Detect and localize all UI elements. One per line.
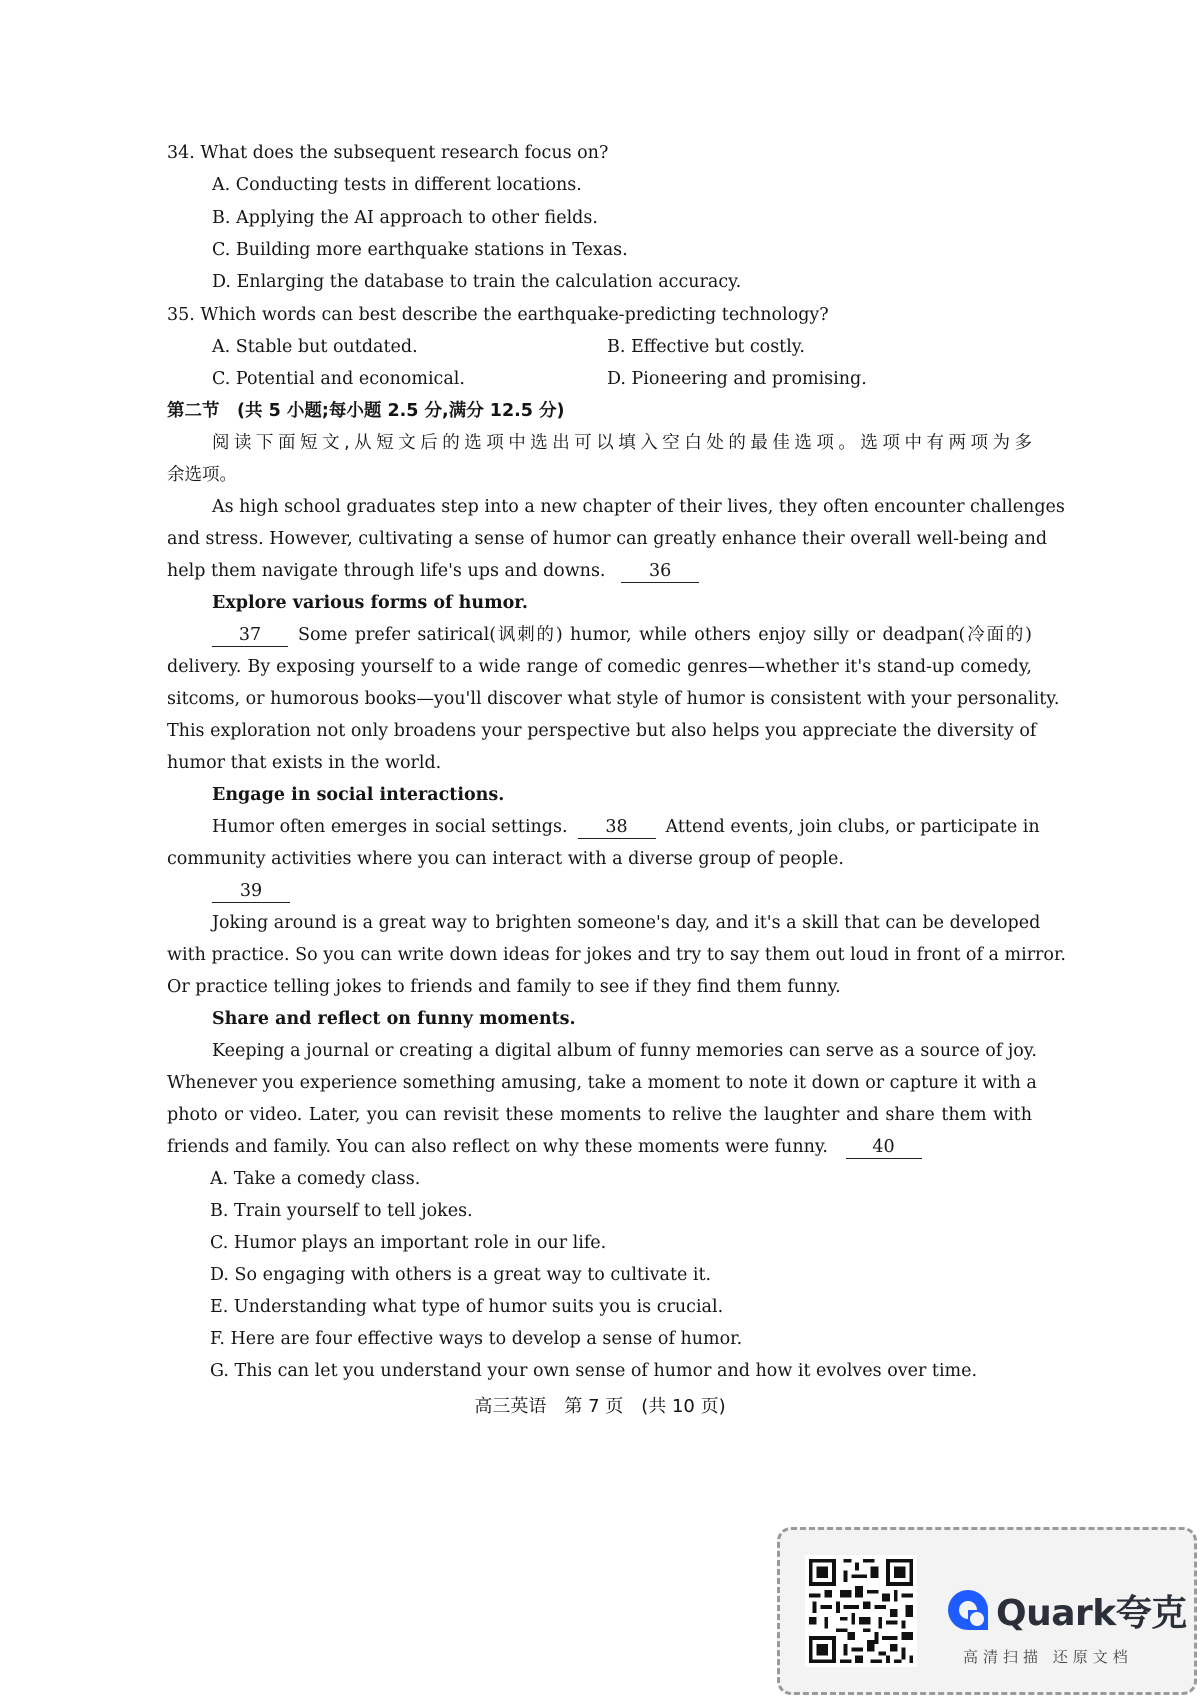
page-footer: 高三英语 第 7 页 (共 10 页) bbox=[474, 1396, 726, 1417]
choice-e: E. Understanding what type of humor suits you is crucial. bbox=[210, 1297, 724, 1317]
passage-p2-line5: humor that exists in the world. bbox=[167, 753, 442, 773]
passage-p5-line2: Whenever you experience something amusing, take a moment to note it down or capture it with a bbox=[167, 1073, 1037, 1093]
quark-brand-name: Quark夸克 bbox=[996, 1592, 1187, 1634]
blank-37: 37 bbox=[212, 624, 288, 647]
passage-p2-line1: 37 Some prefer satirical(讽刺的) humor, while others enjoy silly or deadpan(冷面的) bbox=[212, 620, 1032, 650]
question-34-stem: 34. What does the subsequent research focus on? bbox=[167, 143, 609, 163]
quark-logo bbox=[946, 1582, 1187, 1638]
quark-slogan: 高清扫描 还原文档 bbox=[963, 1648, 1133, 1666]
choice-b: B. Train yourself to tell jokes. bbox=[210, 1201, 473, 1221]
passage-p4-line2: with practice. So you can write down ideas for jokes and try to say them out loud in front of a mirror. bbox=[167, 945, 1066, 965]
blank-38: 38 bbox=[578, 816, 656, 839]
quark-logo-icon bbox=[946, 1588, 990, 1632]
choice-d: D. So engaging with others is a great way to cultivate it. bbox=[210, 1265, 712, 1285]
choice-g: G. This can let you understand your own sense of humor and how it evolves over time. bbox=[210, 1361, 978, 1381]
passage-p4-line3: Or practice telling jokes to friends and family to see if they find them funny. bbox=[167, 977, 841, 997]
qr-code-icon bbox=[805, 1555, 917, 1667]
q35-option-a: A. Stable but outdated. bbox=[212, 337, 418, 357]
question-35-stem: 35. Which words can best describe the earthquake-predicting technology? bbox=[167, 305, 829, 325]
passage-subheading-3: Share and reflect on funny moments. bbox=[212, 1009, 576, 1029]
choice-f: F. Here are four effective ways to develop a sense of humor. bbox=[210, 1329, 743, 1349]
passage-subheading-1: Explore various forms of humor. bbox=[212, 593, 529, 613]
passage-p1-line2: and stress. However, cultivating a sense of humor can greatly enhance their overall well-being and bbox=[167, 529, 1048, 549]
blank-40: 40 bbox=[846, 1136, 922, 1159]
blank-36: 36 bbox=[621, 560, 699, 583]
quark-watermark bbox=[777, 1527, 1197, 1695]
blank-39: 39 bbox=[212, 880, 290, 903]
q35-option-b: B. Effective but costly. bbox=[607, 337, 805, 357]
section-instruction-line2: 余选项。 bbox=[167, 465, 237, 485]
passage-subheading-blank bbox=[212, 876, 290, 906]
passage-p5-line1: Keeping a journal or creating a digital album of funny memories can serve as a source of joy. bbox=[212, 1041, 1037, 1061]
passage-p4-line1: Joking around is a great way to brighten someone's day, and it's a skill that can be developed bbox=[212, 913, 1041, 933]
passage-subheading-2: Engage in social interactions. bbox=[212, 785, 505, 805]
q35-option-d: D. Pioneering and promising. bbox=[607, 369, 867, 389]
section-instruction-line1: 阅读下面短文,从短文后的选项中选出可以填入空白处的最佳选项。选项中有两项为多 bbox=[212, 433, 1032, 453]
q34-option-b: B. Applying the AI approach to other fields. bbox=[212, 208, 598, 228]
choice-a: A. Take a comedy class. bbox=[210, 1169, 421, 1189]
passage-p5-line3: photo or video. Later, you can revisit these moments to relive the laughter and share them with bbox=[167, 1105, 1032, 1125]
q34-option-c: C. Building more earthquake stations in Texas. bbox=[212, 240, 628, 260]
passage-p1-line1: As high school graduates step into a new chapter of their lives, they often encounter challenges bbox=[212, 497, 1065, 517]
passage-p5-line4: friends and family. You can also reflect on why these moments were funny. 40 bbox=[167, 1132, 922, 1162]
passage-p2-line3: sitcoms, or humorous books—you'll discover what style of humor is consistent with your personality. bbox=[167, 689, 1060, 709]
passage-p2-line4: This exploration not only broadens your perspective but also helps you appreciate the diversity of bbox=[167, 721, 1037, 741]
choice-c: C. Humor plays an important role in our life. bbox=[210, 1233, 607, 1253]
passage-p1-line3: help them navigate through life's ups and downs. 36 bbox=[167, 556, 699, 586]
q35-option-c: C. Potential and economical. bbox=[212, 369, 465, 389]
passage-p3-line2: community activities where you can interact with a diverse group of people. bbox=[167, 849, 844, 869]
passage-p3-line1: Humor often emerges in social settings. 38 Attend events, join clubs, or participate in bbox=[212, 816, 1040, 837]
q34-option-d: D. Enlarging the database to train the calculation accuracy. bbox=[212, 272, 742, 292]
q34-option-a: A. Conducting tests in different locations. bbox=[212, 175, 582, 195]
section-heading: 第二节 (共 5 小题;每小题 2.5 分,满分 12.5 分) bbox=[167, 401, 565, 421]
passage-p2-line2: delivery. By exposing yourself to a wide range of comedic genres—whether it's stand-up comedy, bbox=[167, 657, 1032, 677]
